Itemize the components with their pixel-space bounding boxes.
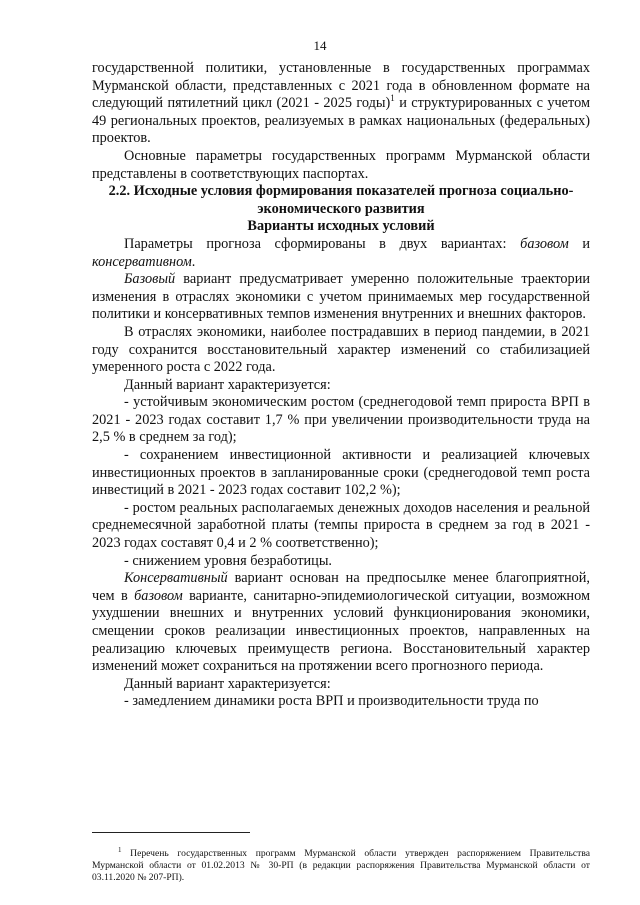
paragraph-base-variant: [92, 271, 590, 324]
conservative-variant-mid: вариант основан на предпосылке менее благоприятной, чем в: [92, 570, 590, 604]
page-body: [92, 60, 590, 711]
section-heading: 2.2. Исходные условия формирования показателей прогноза социально-экономического развития: [108, 183, 574, 217]
intro-end: .: [191, 253, 196, 270]
conservative-base-term: базовом: [134, 587, 183, 604]
base-item-income: - ростом реальных располагаемых денежных доходов населения и реальной среднемесячной заработной платы (темпы прироста в среднем за год в 2021 - 2023 годах составят 0,4 и 2 % соответственно);: [92, 499, 590, 552]
intro-conservative-term: консервативном: [92, 253, 192, 270]
conservative-item-grp: - замедлением динамики роста ВРП и производительности труда по: [124, 693, 539, 710]
base-variant-text: вариант предусматривает умеренно положительные траектории изменения в отраслях экономики с учетом принимаемых мер государственной политики и консервативных темпов изменения внутренних и внешних факторов.: [92, 271, 590, 323]
base-item-unemployment: - снижением уровня безработицы.: [124, 552, 332, 569]
conservative-variant-rest: варианте, санитарно-эпидемиологической ситуации, возможном ухудшении внешних и внутренних условий функционирования экономики, смещении сроков реализации инвестиционных проектов, направленных на реализацию ключевых преимуществ региона. Восстановительный характер изменений может сохраниться на протяжении всего прогнозного периода.: [92, 587, 590, 675]
base-variant-term: Базовый: [124, 271, 176, 288]
intro-start: Параметры прогноза сформированы в двух вариантах:: [124, 235, 521, 252]
conservative-variant-term: Консервативный: [124, 570, 228, 587]
intro-and: и: [568, 235, 590, 252]
intro-base-term: базовом: [520, 235, 569, 252]
footnote-mark: 1: [118, 845, 122, 854]
footnote: [92, 845, 590, 885]
footnote-divider: [92, 832, 250, 833]
base-item-investment: - сохранением инвестиционной активности и реализацией ключевых инвестиционных проектов в запланированные сроки (среднегодовой темп роста инвестиций в 2021 - 2023 годах составит 102,2 %);: [92, 447, 590, 499]
page-number: 14: [313, 38, 327, 53]
paragraph-variants-intro: [92, 236, 590, 271]
paragraph-passports: Основные параметры государственных программ Мурманской области представлены в соответствующих паспортах.: [92, 147, 590, 182]
base-characteristics-label: Данный вариант характеризуется:: [124, 376, 331, 393]
paragraph-pandemic: В отраслях экономики, наиболее пострадавших в период пандемии, в 2021 году сохранится восстановительный характер изменений со стабилизацией умеренного роста с 2022 года.: [92, 323, 590, 376]
footnote-ref: 1: [390, 93, 395, 104]
conservative-characteristics-label: Данный вариант характеризуется:: [124, 675, 331, 692]
paragraph-programs-text: государственной политики, установленные в государственных программах Мурманской области, представленных с 2021 года в обновленном формате на следующий пятилетний цикл (2021 - 2025 годы): [92, 60, 590, 112]
paragraph-programs: [92, 60, 590, 148]
paragraph-programs-rest: и структурированных с учетом 49 региональных проектов, реализуемых в рамках национальных (федеральных) проектов.: [92, 95, 590, 147]
subsection-heading: Варианты исходных условий: [247, 218, 435, 235]
base-item-growth: - устойчивым экономическим ростом (среднегодовой темп прироста ВРП в 2021 - 2023 годах составит 1,7 % при увеличении производительности труда на 2,5 % в среднем за год);: [92, 394, 590, 446]
footnote-text: Перечень государственных программ Мурманской области утвержден распоряжением Правительства Мурманской области от 01.02.2013 № 30-РП (в редакции распоряжения Правительства Мурманской области от 03.11.2020 № 207-РП).: [92, 847, 590, 884]
paragraph-conservative-variant: [92, 570, 590, 676]
